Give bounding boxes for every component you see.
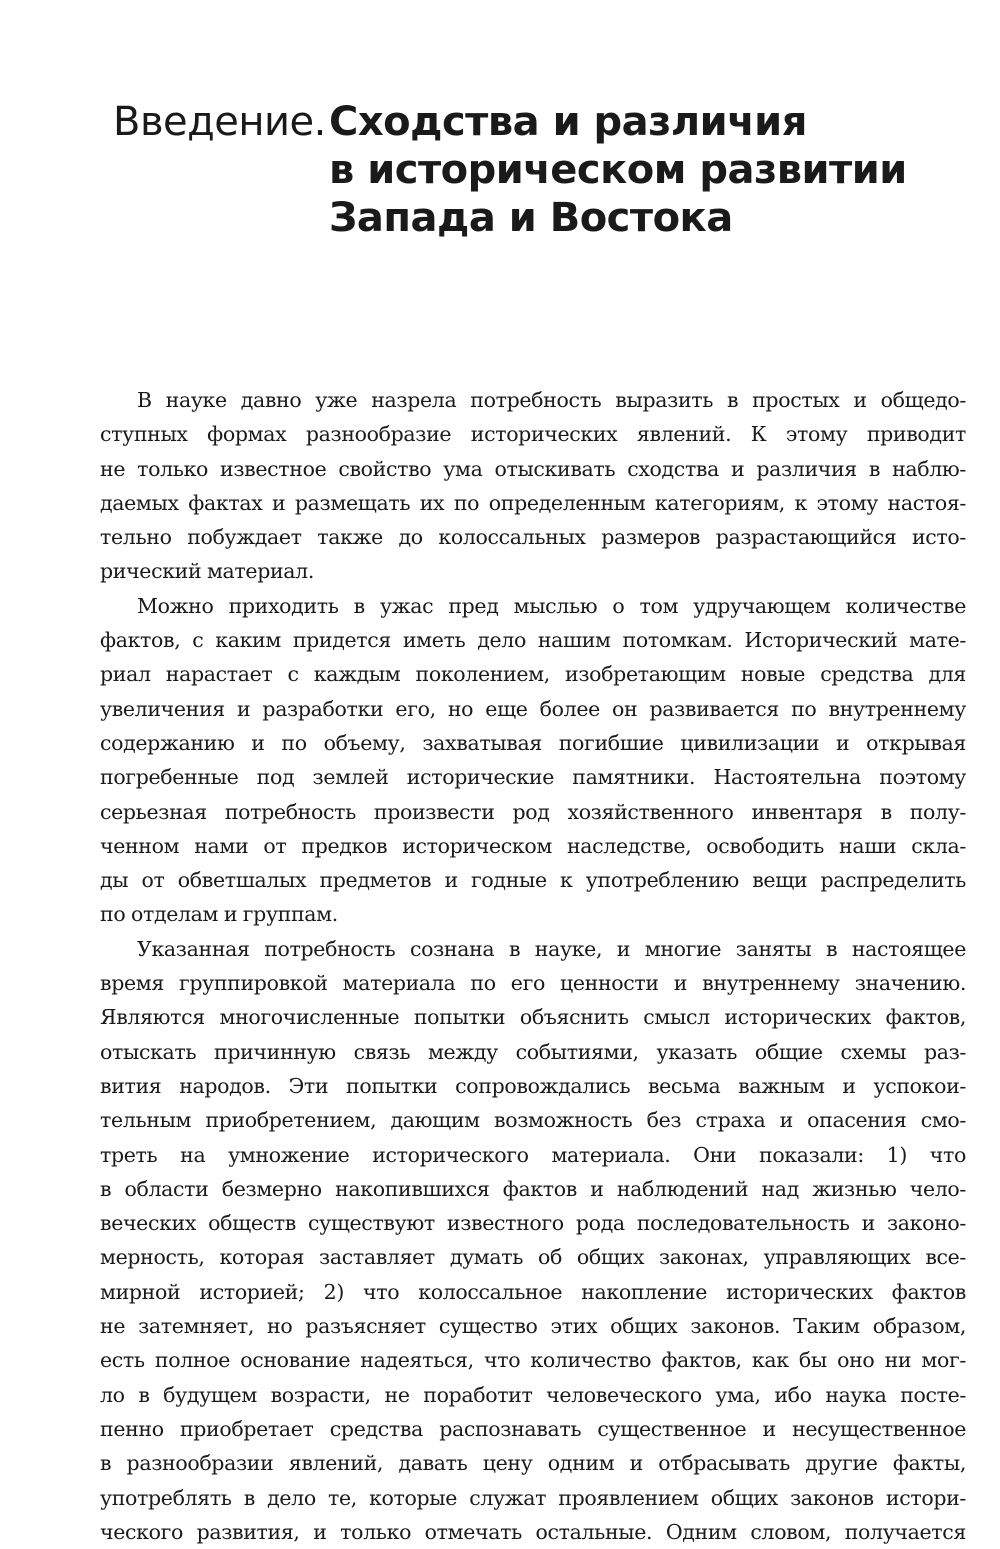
paragraph-2 bbox=[100, 589, 966, 932]
text-line: Являются многочисленные попытки объяснить смысл исторических фактов, bbox=[100, 1005, 966, 1030]
paragraph-1 bbox=[100, 383, 966, 589]
text-line: ло в будущем возрасти, не поработит человеческого ума, ибо наука посте- bbox=[100, 1382, 966, 1407]
text-line: по отделам и группам. bbox=[100, 902, 338, 927]
text-line: погребенные под землей исторические памятники. Настоятельна поэтому bbox=[100, 765, 966, 790]
text-line: ченном нами от предков историческом наследстве, освободить наши скла- bbox=[100, 833, 966, 858]
text-line: Можно приходить в ужас пред мыслью о том удручающем количестве bbox=[137, 593, 966, 618]
text-line: риал нарастает с каждым поколением, изобретающим новые средства для bbox=[100, 662, 966, 687]
text-line: веческих обществ существуют известного рода последовательность и законо- bbox=[100, 1211, 966, 1236]
text-line: фактов, с каким придется иметь дело нашим потомкам. Исторический мате- bbox=[100, 628, 966, 653]
text-line: серьезная потребность произвести род хозяйственного инвентаря в полу- bbox=[100, 799, 966, 824]
chapter-title-line: Сходства и различия bbox=[329, 99, 807, 145]
text-line: время группировкой материала по его ценности и внутреннему значению. bbox=[100, 971, 966, 996]
text-line: ступных формах разнообразие исторических явлений. К этому приводит bbox=[100, 422, 966, 447]
text-line: мерность, которая заставляет думать об общих законах, управляющих все- bbox=[100, 1245, 966, 1270]
text-line: В науке давно уже назрела потребность выразить в простых и общедо- bbox=[137, 388, 966, 412]
text-line: пенно приобретает средства распознавать существенное и несущественное bbox=[100, 1416, 966, 1441]
text-line: рический материал. bbox=[100, 559, 314, 584]
paragraph-3 bbox=[100, 932, 966, 1549]
chapter-label: Введение. bbox=[113, 99, 326, 145]
text-line: тельно побуждает также до колоссальных размеров разрастающийся исто- bbox=[100, 525, 966, 550]
text-line: тельным приобретением, дающим возможность без страха и опасения смо- bbox=[100, 1108, 966, 1133]
chapter-heading bbox=[113, 98, 973, 242]
text-line: вития народов. Эти попытки сопровождались весьма важным и успокои- bbox=[100, 1073, 966, 1098]
text-line: не затемняет, но разъясняет существо этих общих законов. Таким образом, bbox=[100, 1314, 966, 1339]
chapter-title-line: в историческом развитии bbox=[329, 147, 907, 193]
text-line: Указанная потребность сознана в науке, и многие заняты в настоящее bbox=[137, 936, 966, 961]
text-line: ды от обветшалых предметов и годные к употреблению вещи распределить bbox=[100, 868, 966, 893]
text-line: в области безмерно накопившихся фактов и наблюдений над жизнью чело- bbox=[100, 1176, 966, 1201]
chapter-title-line: Запада и Востока bbox=[329, 195, 733, 241]
text-line: есть полное основание надеяться, что количество фактов, как бы оно ни мог- bbox=[100, 1348, 966, 1373]
text-line: мирной историей; 2) что колоссальное накопление исторических фактов bbox=[100, 1279, 966, 1304]
chapter-title bbox=[329, 98, 973, 242]
text-line: отыскать причинную связь между событиями, указать общие схемы раз- bbox=[100, 1039, 966, 1064]
text-line: даемых фактах и размещать их по определенным категориям, к этому настоя- bbox=[100, 490, 966, 515]
text-line: содержанию и по объему, захватывая погибшие цивилизации и открывая bbox=[100, 730, 966, 755]
text-line: в разнообразии явлений, давать цену одним и отбрасывать другие факты, bbox=[100, 1451, 966, 1476]
text-line: ческого развития, и только отмечать остальные. Одним словом, получается bbox=[100, 1519, 966, 1544]
body-text bbox=[100, 383, 966, 1549]
text-line: употреблять в дело те, которые служат проявлением общих законов истори- bbox=[100, 1485, 966, 1510]
text-line: увеличения и разработки его, но еще более он развивается по внутреннему bbox=[100, 696, 966, 721]
text-line: треть на умножение исторического материала. Они показали: 1) что bbox=[100, 1142, 966, 1167]
text-line: не только известное свойство ума отыскивать сходства и различия в наблю- bbox=[100, 456, 966, 481]
